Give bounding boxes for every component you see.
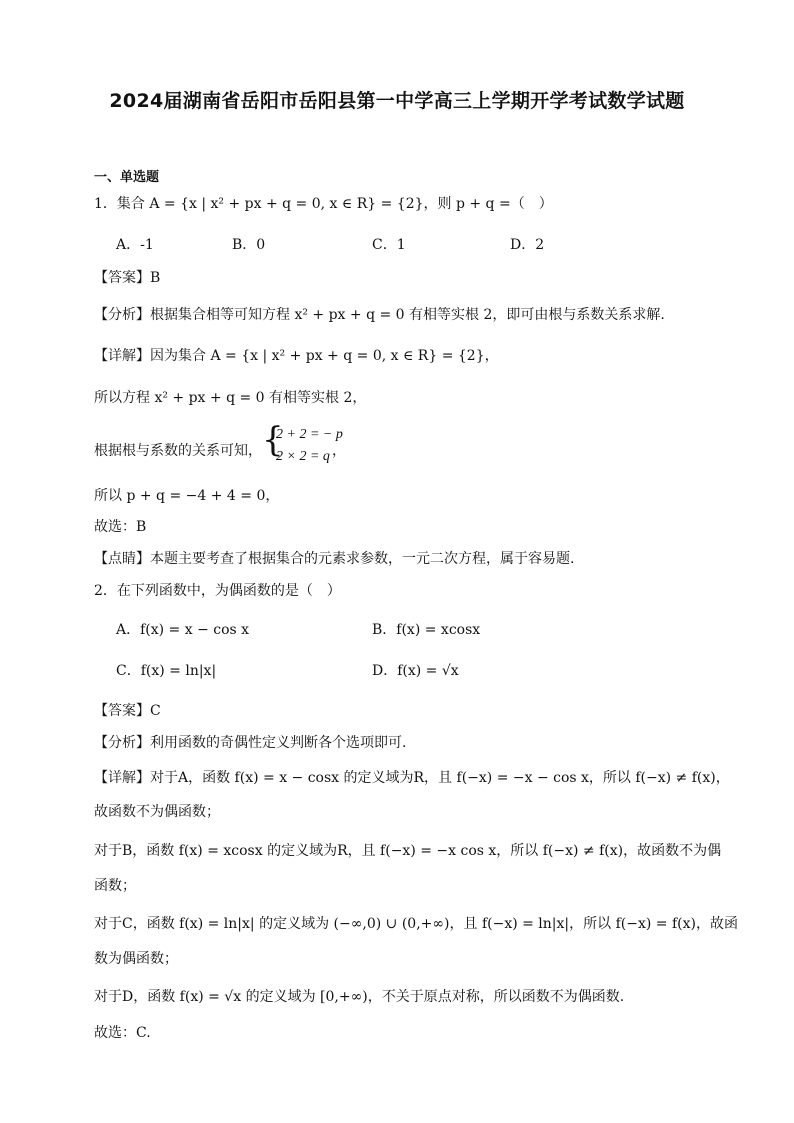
q2-option-b: B．f(x) = xcosx bbox=[372, 622, 481, 638]
section-heading: 一、单选题 bbox=[94, 170, 160, 185]
q2-choice: 故选：C. bbox=[94, 1025, 151, 1041]
q1-detail-4: 所以 p + q = −4 + 4 = 0， bbox=[94, 488, 280, 504]
q2-analysis: 【分析】利用函数的奇偶性定义判断各个选项即可. bbox=[94, 735, 407, 751]
q1-answer: 【答案】B bbox=[94, 270, 161, 286]
q2-detail-b-2: 函数； bbox=[94, 878, 136, 894]
q1-system-eq-2: 2 × 2 = q bbox=[276, 449, 330, 464]
q1-option-a: A．-1 bbox=[116, 237, 154, 253]
page-title: 2024届湖南省岳阳市岳阳县第一中学高三上学期开学考试数学试题 bbox=[109, 90, 685, 112]
q2-answer: 【答案】C bbox=[94, 703, 161, 719]
q1-option-c: C．1 bbox=[372, 237, 406, 253]
equation-brace: { bbox=[262, 420, 284, 460]
q2-option-d: D．f(x) = √x bbox=[372, 663, 459, 679]
q2-detail-a-2: 故函数不为偶函数； bbox=[94, 804, 220, 820]
q1-option-b: B．0 bbox=[232, 237, 266, 253]
q2-detail-d: 对于D，函数 f(x) = √x 的定义域为 [0,+∞)，不关于原点对称，所以函数不为偶函数. bbox=[94, 989, 625, 1005]
q2-stem: 2．在下列函数中，为偶函数的是（ ） bbox=[94, 583, 341, 599]
q1-comment: 【点睛】本题主要考查了根据集合的元素求参数，一元二次方程，属于容易题. bbox=[94, 551, 575, 567]
q1-choice: 故选：B bbox=[94, 519, 147, 535]
q1-detail-3-prefix: 根据根与系数的关系可知， bbox=[94, 443, 262, 459]
q2-option-a: A．f(x) = x − cos x bbox=[116, 622, 250, 638]
q2-detail-c-2: 数为偶函数； bbox=[94, 951, 178, 967]
q2-detail-a-1: 【详解】对于A，函数 f(x) = x − cosx 的定义域为R，且 f(−x) = −x − cos x，所以 f(−x) ≠ f(x)， bbox=[94, 770, 730, 786]
q2-detail-c-1: 对于C，函数 f(x) = ln|x| 的定义域为 (−∞,0) ∪ (0,+∞)，且 f(−x) = ln|x|，所以 f(−x) = f(x)，故函 bbox=[94, 916, 738, 932]
q1-stem: 1．集合 A = {x | x² + px + q = 0, x ∈ R} = {2}，则 p + q =（ ） bbox=[94, 196, 553, 212]
q1-detail-2: 所以方程 x² + px + q = 0 有相等实根 2， bbox=[94, 390, 367, 406]
q2-detail-b-1: 对于B，函数 f(x) = xcosx 的定义域为R，且 f(−x) = −x cos x，所以 f(−x) ≠ f(x)，故函数不为偶 bbox=[94, 843, 722, 859]
q1-detail-1: 【详解】因为集合 A = {x | x² + px + q = 0, x ∈ R} = {2}， bbox=[94, 348, 499, 364]
q1-analysis: 【分析】根据集合相等可知方程 x² + px + q = 0 有相等实根 2，即可由根与系数关系求解. bbox=[94, 307, 665, 323]
q1-option-d: D．2 bbox=[510, 237, 545, 253]
q1-system-eq-1: 2 + 2 = − p bbox=[276, 427, 343, 442]
q2-option-c: C．f(x) = ln|x| bbox=[116, 663, 217, 679]
q1-detail-3-suffix: ， bbox=[332, 443, 346, 459]
